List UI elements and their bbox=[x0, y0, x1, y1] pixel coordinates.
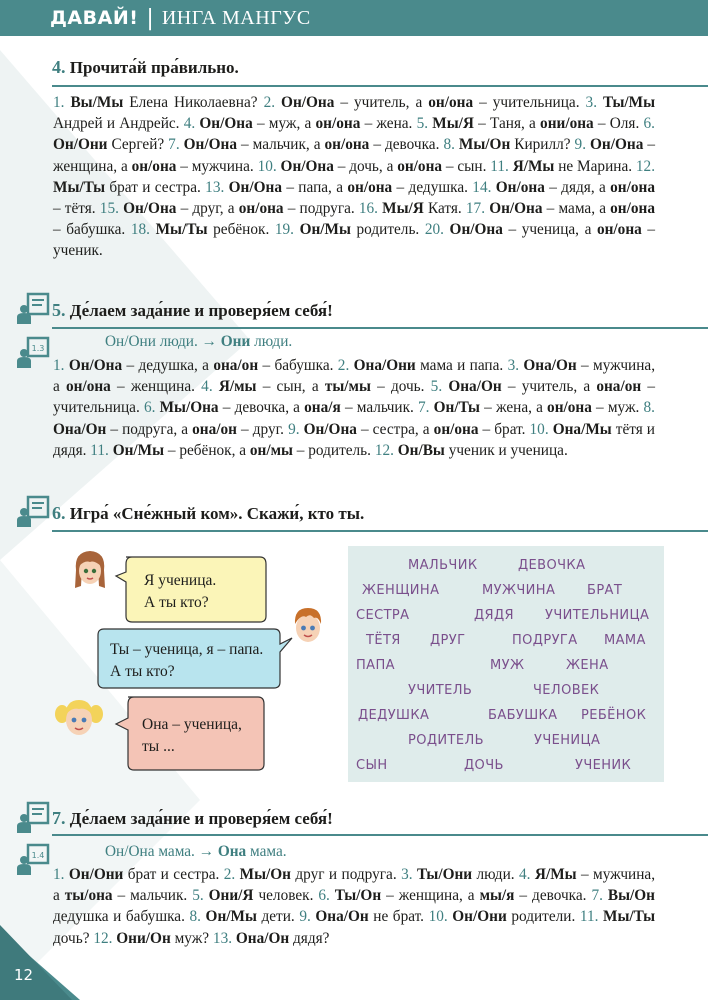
item-number: 9. bbox=[299, 908, 316, 926]
item-text: – родитель. bbox=[292, 441, 375, 459]
teacher-board-icon bbox=[16, 292, 50, 326]
author-name: ИНГА МАНГУС bbox=[161, 6, 311, 29]
pronoun-choice: Мы/Ты bbox=[603, 908, 656, 926]
exercise-item bbox=[375, 442, 568, 459]
bubble-2-line1: Ты – ученица, я – папа. bbox=[110, 641, 264, 658]
item-number: 11. bbox=[579, 908, 604, 926]
bubble-2-line2: А ты кто? bbox=[110, 663, 175, 680]
item-text: – ребёнок, а bbox=[164, 441, 250, 459]
word-item: ДЕДУШКА bbox=[358, 708, 430, 723]
bubble-3-line2: ты ... bbox=[142, 738, 175, 755]
word-bank bbox=[348, 546, 664, 782]
item-text: – дочь. bbox=[370, 378, 431, 396]
item-text: родитель. bbox=[350, 221, 425, 239]
exercise-item bbox=[417, 115, 644, 132]
exercise-item bbox=[184, 115, 417, 132]
item-text: – бабушка. bbox=[53, 221, 131, 239]
exercise-item bbox=[275, 221, 425, 238]
word-item: ЧЕЛОВЕК bbox=[533, 683, 600, 698]
pronoun-choice: Он/она bbox=[495, 178, 545, 196]
task5-example-answer: Они bbox=[220, 333, 251, 350]
item-number: 5. bbox=[192, 887, 209, 905]
exercise-item bbox=[401, 866, 519, 883]
item-number: 2. bbox=[337, 357, 354, 374]
item-text: – сын. bbox=[442, 157, 491, 175]
word-item: ПОДРУГА bbox=[512, 633, 578, 648]
exercise-item bbox=[288, 421, 529, 438]
pronoun-choice: Он/Она bbox=[303, 420, 357, 438]
word-item: ЖЕНА bbox=[566, 658, 609, 673]
girl-face-icon bbox=[72, 548, 108, 592]
audio-track-icon bbox=[16, 336, 50, 370]
pronoun-choice: Он/Мы bbox=[112, 441, 165, 459]
task5-example bbox=[105, 333, 292, 351]
item-number: 11. bbox=[490, 157, 513, 175]
exercise-item bbox=[53, 357, 338, 374]
task7-title bbox=[52, 808, 333, 829]
pronoun-choice: Он/Она bbox=[590, 136, 644, 154]
pronoun-choice: Я/Мы bbox=[534, 866, 577, 883]
pronoun-choice: Он/Она bbox=[68, 357, 123, 374]
exercise-item bbox=[213, 930, 330, 947]
item-number: 20. bbox=[424, 221, 450, 239]
pronoun-choice: он/она bbox=[610, 200, 655, 218]
item-text: – брат. bbox=[478, 420, 530, 438]
item-number: 19. bbox=[274, 221, 300, 239]
exercise-item bbox=[418, 399, 644, 416]
word-item: ТЁТЯ bbox=[366, 633, 401, 648]
item-text: – друг. bbox=[236, 420, 289, 438]
bubble-1 bbox=[132, 563, 262, 621]
pronoun-choice: он/она bbox=[238, 200, 284, 218]
item-number: 12. bbox=[93, 929, 117, 947]
item-text: брат и сестра. bbox=[105, 178, 206, 196]
item-text: не брат. bbox=[368, 908, 429, 926]
item-text: дети. bbox=[256, 908, 300, 926]
item-text: – подруга. bbox=[283, 200, 359, 218]
task6-title-text: Игра́ «Сне́жный ком». Скажи́, кто ты. bbox=[69, 504, 365, 523]
item-text: – муж. bbox=[591, 399, 644, 417]
task5-number: 5. bbox=[52, 300, 66, 320]
exercise-item bbox=[190, 908, 300, 925]
item-text: Кирилл? bbox=[510, 136, 575, 154]
word-item: МУЖЧИНА bbox=[482, 583, 556, 598]
pronoun-choice: Он/Она bbox=[281, 94, 335, 111]
item-number: 7. bbox=[418, 399, 434, 417]
word-item: ДЕВОЧКА bbox=[518, 558, 586, 573]
exercise-item bbox=[490, 158, 636, 175]
item-text: родители. bbox=[506, 908, 580, 926]
pronoun-choice: он/она bbox=[596, 221, 642, 239]
pronoun-choice: мы/я bbox=[479, 887, 515, 905]
pronoun-choice: Она/Он bbox=[523, 357, 577, 374]
item-text: – сын, а bbox=[256, 378, 325, 396]
item-text: – мальчик. bbox=[112, 887, 193, 905]
exercise-item bbox=[201, 378, 431, 395]
item-number: 10. bbox=[257, 157, 281, 175]
pronoun-choice: Он/Ты bbox=[433, 399, 480, 417]
pronoun-choice: Он/Они bbox=[68, 866, 124, 883]
item-text: брат и сестра. bbox=[123, 866, 224, 883]
word-item: БАБУШКА bbox=[488, 708, 558, 723]
item-text: – жена. bbox=[360, 115, 417, 133]
pronoun-choice: Он/Мы bbox=[299, 221, 351, 239]
exercise-item bbox=[144, 399, 418, 416]
audio-track-label: 1.3 bbox=[31, 344, 45, 353]
item-text: тётя и дядя. bbox=[53, 420, 655, 459]
teacher-board-icon bbox=[16, 801, 50, 835]
pronoun-choice: она/он bbox=[596, 378, 642, 396]
item-text: – подруга, а bbox=[106, 420, 193, 438]
pronoun-choice: Мы/Я bbox=[382, 200, 424, 218]
word-item: УЧИТЕЛЬ bbox=[408, 683, 473, 698]
pronoun-choice: Он/Они bbox=[53, 136, 108, 154]
pronoun-choice: он/она bbox=[315, 115, 361, 133]
item-number: 16. bbox=[358, 200, 383, 218]
pronoun-choice: она/он bbox=[192, 420, 237, 438]
pronoun-choice: Она/Он bbox=[448, 378, 502, 396]
word-item: МАЛЬЧИК bbox=[408, 558, 478, 573]
item-number: 3. bbox=[585, 94, 604, 111]
task5-example-rest: люди. bbox=[250, 333, 293, 350]
exercise-item bbox=[443, 136, 574, 153]
task4-title-text: Прочита́й пра́вильно. bbox=[69, 58, 239, 77]
pronoun-choice: Я/Мы bbox=[512, 157, 555, 175]
task5-title-text: Де́лаем зада́ние и проверя́ем себя́! bbox=[69, 301, 333, 320]
bubble-3-line1: Она – ученица, bbox=[142, 716, 242, 733]
item-text: – папа, а bbox=[281, 178, 348, 196]
word-item: УЧЕНИК bbox=[575, 758, 632, 773]
pronoun-choice: Ты/Мы bbox=[603, 94, 656, 111]
bubble-2 bbox=[98, 632, 282, 690]
exercise-item bbox=[53, 866, 224, 883]
item-text: Катя. bbox=[423, 200, 466, 218]
page-number: 12 bbox=[14, 966, 34, 984]
item-text: ребёнок. bbox=[207, 221, 275, 239]
word-item: УЧЕНИЦА bbox=[534, 733, 601, 748]
pronoun-choice: он/она bbox=[324, 136, 370, 154]
exercise-item bbox=[93, 930, 213, 947]
item-number: 13. bbox=[212, 929, 236, 947]
item-text: – сестра, а bbox=[356, 420, 434, 438]
item-text: муж? bbox=[170, 929, 213, 947]
exercise-item bbox=[264, 94, 586, 111]
pronoun-choice: Мы/Ты bbox=[155, 221, 208, 239]
pronoun-choice: Он/Она bbox=[228, 178, 282, 196]
item-text: – женщина, а bbox=[381, 887, 480, 905]
word-item: ПАПА bbox=[356, 658, 395, 673]
bubble-1-line1: Я ученица. bbox=[144, 572, 217, 589]
task7-title-text: Де́лаем зада́ние и проверя́ем себя́! bbox=[69, 809, 333, 828]
item-number: 6. bbox=[143, 399, 160, 417]
item-number: 11. bbox=[90, 441, 113, 459]
item-number: 1. bbox=[53, 866, 69, 883]
item-text: мама и папа. bbox=[415, 357, 508, 374]
pronoun-choice: Мы/Ты bbox=[53, 178, 106, 196]
pronoun-choice: Вы/Мы bbox=[70, 94, 124, 111]
task7-example-rest: мама. bbox=[246, 843, 287, 860]
task7-example-answer: Она bbox=[217, 843, 247, 860]
task7-divider bbox=[52, 834, 708, 836]
item-text: – Оля. bbox=[593, 115, 644, 133]
pronoun-choice: Он/Вы bbox=[397, 441, 445, 459]
exercise-item bbox=[258, 158, 491, 175]
exercise-item bbox=[131, 221, 275, 238]
word-item: РЕБЁНОК bbox=[581, 708, 647, 723]
pronoun-choice: он/она bbox=[347, 178, 393, 196]
item-text: – дочь, а bbox=[333, 157, 398, 175]
item-text: – мальчик, а bbox=[236, 136, 325, 154]
pronoun-choice: Мы/Он bbox=[458, 136, 511, 154]
pronoun-choice: он/она bbox=[547, 399, 592, 417]
item-text: – дедушка. bbox=[392, 178, 473, 196]
word-item: СЕСТРА bbox=[356, 608, 410, 623]
pronoun-choice: она/я bbox=[304, 399, 341, 417]
pronoun-choice: Мы/Он bbox=[239, 866, 291, 883]
pronoun-choice: ты/мы bbox=[324, 378, 371, 396]
item-text: – мужчина, а bbox=[53, 866, 656, 905]
item-text: Елена Николаевна? bbox=[123, 94, 264, 111]
item-text: – девочка. bbox=[514, 887, 592, 905]
page-header bbox=[0, 0, 708, 36]
pronoun-choice: он/она bbox=[433, 420, 479, 438]
item-text: – женщина. bbox=[110, 378, 202, 396]
word-item: ДРУГ bbox=[430, 633, 466, 648]
pronoun-choice: он/мы bbox=[249, 441, 293, 459]
word-item: ДЯДЯ bbox=[474, 608, 514, 623]
task4-divider bbox=[52, 85, 708, 87]
pronoun-choice: Он/Она bbox=[449, 221, 503, 239]
pronoun-choice: он/она bbox=[428, 94, 474, 111]
word-item: УЧИТЕЛЬНИЦА bbox=[545, 608, 650, 623]
item-number: 10. bbox=[529, 420, 553, 438]
exercise-item bbox=[338, 357, 508, 374]
task7-example-prompt: Он/Она мама. → bbox=[105, 843, 215, 860]
exercise-item bbox=[318, 887, 591, 904]
pronoun-choice: они/она bbox=[540, 115, 594, 133]
item-number: 12. bbox=[374, 441, 398, 459]
exercise-item bbox=[224, 866, 401, 883]
item-number: 5. bbox=[430, 378, 449, 396]
item-number: 1. bbox=[53, 94, 71, 111]
pronoun-choice: Они/Я bbox=[208, 887, 254, 905]
header-separator: | bbox=[146, 5, 154, 31]
task4-title bbox=[52, 57, 239, 78]
item-text: – учительница. bbox=[473, 94, 586, 111]
item-number: 2. bbox=[223, 866, 240, 883]
task6-number: 6. bbox=[52, 503, 66, 523]
item-text: – девочка. bbox=[369, 136, 444, 154]
word-item: БРАТ bbox=[587, 583, 623, 598]
item-text: – учитель, а bbox=[334, 94, 429, 111]
item-number: 9. bbox=[574, 136, 591, 154]
exercise-item bbox=[299, 908, 428, 925]
item-text: человек. bbox=[253, 887, 319, 905]
task7-text bbox=[53, 864, 655, 949]
task5-text bbox=[53, 355, 655, 461]
pronoun-choice: Он/Она bbox=[489, 200, 543, 218]
item-text: дядя? bbox=[289, 929, 330, 947]
item-number: 8. bbox=[443, 136, 459, 154]
pronoun-choice: Она/Он bbox=[235, 929, 290, 947]
item-text: дочь? bbox=[53, 929, 94, 947]
pronoun-choice: Он/Они bbox=[452, 908, 507, 926]
item-number: 14. bbox=[472, 178, 496, 196]
word-item: СЫН bbox=[356, 758, 388, 773]
item-text: Андрей и Андрейс. bbox=[53, 115, 184, 133]
item-text: – жена, а bbox=[480, 399, 548, 417]
task4-text bbox=[53, 92, 655, 262]
pronoun-choice: Он/Она bbox=[123, 200, 177, 218]
item-text: не Марина. bbox=[554, 157, 636, 175]
item-number: 8. bbox=[189, 908, 206, 926]
pronoun-choice: Он/Мы bbox=[205, 908, 257, 926]
brand-title: ДАВАЙ! bbox=[50, 7, 139, 29]
item-text: дедушка и бабушка. bbox=[53, 908, 190, 926]
teacher-board-icon bbox=[16, 495, 50, 529]
item-text: – учитель, а bbox=[501, 378, 597, 396]
item-text: – мальчик. bbox=[340, 399, 418, 417]
exercise-item bbox=[90, 442, 375, 459]
task7-number: 7. bbox=[52, 808, 66, 828]
item-number: 8. bbox=[643, 399, 656, 417]
item-text: – бабушка. bbox=[258, 357, 338, 374]
item-text: – мама, а bbox=[542, 200, 611, 218]
item-text: – женщина, а bbox=[53, 136, 656, 175]
exercise-item bbox=[429, 908, 580, 925]
exercise-item bbox=[205, 179, 472, 196]
pronoun-choice: Он/Она bbox=[183, 136, 237, 154]
item-text: – Таня, а bbox=[473, 115, 541, 133]
pronoun-choice: Он/Она bbox=[280, 157, 334, 175]
audio-track-label: 1.4 bbox=[31, 851, 45, 860]
item-text: Сергей? bbox=[107, 136, 169, 154]
item-text: – ученик. bbox=[53, 221, 656, 260]
item-number: 17. bbox=[465, 200, 490, 218]
task5-title bbox=[52, 300, 333, 321]
task6-divider bbox=[52, 530, 708, 532]
item-number: 15. bbox=[99, 200, 124, 218]
item-number: 3. bbox=[507, 357, 524, 374]
item-text: – дядя, а bbox=[544, 178, 611, 196]
bubble-3 bbox=[130, 707, 260, 765]
pronoun-choice: Мы/Я bbox=[432, 115, 474, 133]
item-text: друг и подруга. bbox=[290, 866, 402, 883]
item-number: 9. bbox=[288, 420, 304, 438]
pronoun-choice: он/она bbox=[66, 378, 111, 396]
item-text: – мужчина. bbox=[176, 157, 258, 175]
pronoun-choice: Она/Он bbox=[315, 908, 369, 926]
item-number: 1. bbox=[53, 357, 69, 374]
pronoun-choice: он/она bbox=[131, 157, 177, 175]
item-text: ученик и ученица. bbox=[444, 441, 568, 459]
item-number: 4. bbox=[183, 115, 200, 133]
item-number: 18. bbox=[130, 221, 156, 239]
audio-track-icon bbox=[16, 843, 50, 877]
item-text: – ученица, а bbox=[502, 221, 597, 239]
item-text: – муж, а bbox=[252, 115, 316, 133]
task4-number: 4. bbox=[52, 57, 66, 77]
item-text: – учительница. bbox=[53, 378, 656, 417]
item-text: – дедушка, а bbox=[122, 357, 214, 374]
item-number: 7. bbox=[168, 136, 184, 154]
item-number: 5. bbox=[416, 115, 433, 133]
item-text: – тётя. bbox=[53, 200, 100, 218]
pronoun-choice: Она/Он bbox=[53, 420, 107, 438]
item-text: – девочка, а bbox=[218, 399, 305, 417]
pronoun-choice: Вы/Он bbox=[607, 887, 655, 905]
pronoun-choice: Она/Они bbox=[353, 357, 416, 374]
bubble-1-line2: А ты кто? bbox=[144, 594, 209, 611]
item-number: 7. bbox=[591, 887, 608, 905]
exercise-item bbox=[192, 887, 318, 904]
exercise-item bbox=[100, 200, 359, 217]
exercise-item bbox=[168, 136, 443, 153]
task7-example bbox=[105, 843, 287, 861]
task5-example-prompt: Он/Они люди. → bbox=[105, 333, 217, 350]
item-number: 3. bbox=[401, 866, 417, 883]
task6-title bbox=[52, 503, 364, 524]
word-item: МАМА bbox=[604, 633, 646, 648]
word-item: МУЖ bbox=[490, 658, 525, 673]
item-number: 10. bbox=[428, 908, 453, 926]
pronoun-choice: Ты/Они bbox=[416, 866, 473, 883]
blonde-girl-face-icon bbox=[54, 696, 104, 738]
item-text: – друг, а bbox=[176, 200, 239, 218]
item-number: 4. bbox=[519, 866, 535, 883]
item-number: 4. bbox=[201, 378, 219, 396]
word-item: ДОЧЬ bbox=[464, 758, 504, 773]
word-item: ЖЕНЩИНА bbox=[362, 583, 440, 598]
task5-divider bbox=[52, 327, 708, 329]
item-number: 6. bbox=[318, 887, 335, 905]
item-number: 13. bbox=[205, 178, 229, 196]
pronoun-choice: Он/Она bbox=[199, 115, 253, 133]
exercise-item bbox=[359, 200, 466, 217]
pronoun-choice: Она/Мы bbox=[552, 420, 612, 438]
word-item: РОДИТЕЛЬ bbox=[408, 733, 485, 748]
pronoun-choice: Я/мы bbox=[218, 378, 257, 396]
pronoun-choice: он/она bbox=[397, 157, 443, 175]
item-number: 6. bbox=[643, 115, 655, 133]
pronoun-choice: ты/она bbox=[64, 887, 113, 905]
pronoun-choice: она/он bbox=[213, 357, 259, 374]
pronoun-choice: он/она bbox=[610, 178, 655, 196]
item-text: – мужчина, а bbox=[53, 357, 656, 396]
pronoun-choice: Мы/Она bbox=[159, 399, 219, 417]
pronoun-choice: Они/Он bbox=[116, 929, 171, 947]
item-number: 12. bbox=[635, 157, 656, 175]
exercise-item bbox=[53, 94, 264, 111]
pronoun-choice: Ты/Он bbox=[334, 887, 382, 905]
item-text: люди. bbox=[472, 866, 520, 883]
item-number: 2. bbox=[263, 94, 282, 111]
